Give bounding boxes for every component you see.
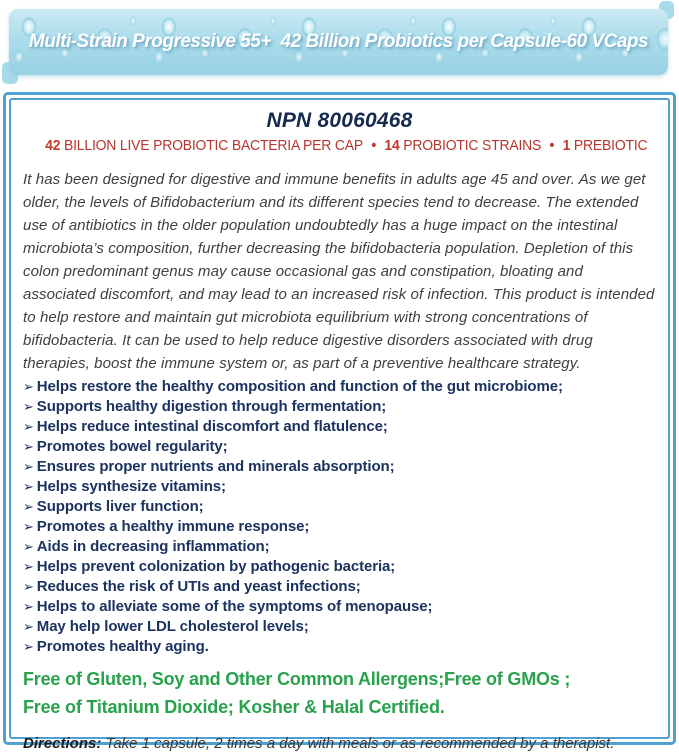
benefit-text: Ensures proper nutrients and minerals absorption;: [36, 458, 395, 475]
arrow-bullet-icon: ➢: [23, 419, 34, 434]
label-box-outer-border: [3, 92, 676, 752]
arrow-bullet-icon: ➢: [23, 599, 34, 614]
benefit-item: [23, 597, 656, 617]
product-banner: [9, 9, 668, 75]
benefit-item: [23, 417, 656, 437]
benefit-item: [23, 497, 656, 517]
claim-text-bacteria: BILLION LIVE PROBIOTIC BACTERIA PER CAP: [60, 137, 363, 154]
benefit-text: Supports healthy digestion through fermentation;: [36, 398, 387, 415]
arrow-bullet-icon: ➢: [23, 399, 34, 414]
arrow-bullet-icon: ➢: [23, 439, 34, 454]
product-description: It has been designed for digestive and immune benefits in adults age 45 and over. As we get older, the levels of Bifidobacterium and its different species tend to decrease. The extended use of antibiotics in the older population undoubtedly has a huge impact on the intestinal microbiota’s composition, further decreasing the bifidobacteria population. Depletion of this colon predominant genus may cause occasional gas and constipation, bloating and associated discomfort, and may lead to an increased risk of infection. This product is intended to help restore and maintain gut microbiota equilibrium with strong concentrations of bifidobacteria. It can be used to help reduce digestive disorders associated with drug therapies, boost the immune system or, as part of a preventive healthcare strategy.: [23, 171, 655, 372]
benefit-text: May help lower LDL cholesterol levels;: [36, 618, 309, 635]
arrow-bullet-icon: ➢: [23, 459, 34, 474]
arrow-bullet-icon: ➢: [23, 479, 34, 494]
claim-count-prebiotic: 1: [562, 137, 571, 154]
benefit-text: Helps prevent colonization by pathogenic bacteria;: [36, 558, 396, 575]
separator-dot: •: [549, 137, 555, 154]
benefit-item: [23, 477, 656, 497]
npn-number: NPN 80060468: [266, 109, 413, 132]
claim-text-prebiotic: PREBIOTIC: [570, 137, 648, 154]
claim-count-bacteria: 42: [45, 137, 61, 154]
arrow-bullet-icon: ➢: [23, 499, 34, 514]
allergen-statement: [23, 666, 656, 721]
benefit-item: [23, 397, 656, 417]
benefit-text: Promotes a healthy immune response;: [36, 518, 310, 535]
benefit-text: Aids in decreasing inflammation;: [36, 538, 270, 555]
benefit-text: Promotes bowel regularity;: [36, 438, 228, 455]
benefit-text: Helps restore the healthy composition and function of the gut microbiome;: [36, 378, 563, 395]
benefit-item: [23, 437, 656, 457]
separator-dot: •: [371, 137, 377, 154]
claims-line: [45, 137, 648, 154]
label-box: [9, 98, 670, 752]
benefit-text: Supports liver function;: [36, 498, 204, 515]
benefit-item: [23, 557, 656, 577]
arrow-bullet-icon: ➢: [23, 559, 34, 574]
benefit-text: Reduces the risk of UTIs and yeast infections;: [36, 578, 361, 595]
claim-count-strains: 14: [384, 137, 400, 154]
product-banner-title: Multi-Strain Progressive 55+ 42 Billion Probiotics per Capsule-60 VCaps: [28, 31, 649, 52]
benefit-item: [23, 577, 656, 597]
directions: [23, 735, 656, 752]
directions-label: Directions:: [23, 735, 102, 752]
benefit-text: Helps reduce intestinal discomfort and flatulence;: [36, 418, 388, 435]
arrow-bullet-icon: ➢: [23, 619, 34, 634]
benefit-item: [23, 637, 656, 657]
benefits-list: [23, 377, 656, 657]
allergen-statement-line1: Free of Gluten, Soy and Other Common Allergens;Free of GMOs ;: [23, 669, 571, 689]
allergen-statement-line2: Free of Titanium Dioxide; Kosher & Halal Certified.: [23, 696, 445, 717]
benefit-item: [23, 517, 656, 537]
arrow-bullet-icon: ➢: [23, 539, 34, 554]
benefit-item: [23, 457, 656, 477]
benefit-item: [23, 537, 656, 557]
arrow-bullet-icon: ➢: [23, 639, 34, 654]
arrow-bullet-icon: ➢: [23, 519, 34, 534]
benefit-text: Helps synthesize vitamins;: [36, 478, 226, 495]
directions-text: Take 1 capsule, 2 times a day with meals or as recommended by a therapist.: [101, 735, 615, 752]
arrow-bullet-icon: ➢: [23, 579, 34, 594]
arrow-bullet-icon: ➢: [23, 379, 34, 394]
benefit-item: [23, 377, 656, 397]
benefit-item: [23, 617, 656, 637]
claim-text-strains: PROBIOTIC STRAINS: [399, 137, 542, 154]
benefit-text: Promotes healthy aging.: [36, 638, 209, 655]
benefit-text: Helps to alleviate some of the symptoms of menopause;: [36, 598, 433, 615]
